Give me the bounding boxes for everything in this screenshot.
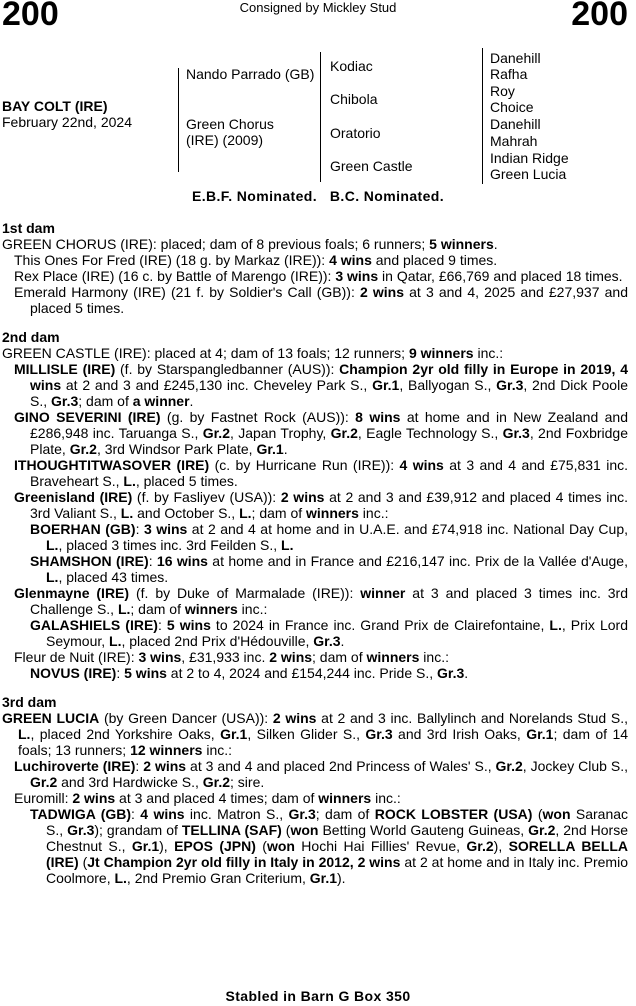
text-run: Gr.1: [220, 726, 248, 742]
text-run: Jt Champion 2yr old filly in Italy in 2012, 2 wins: [87, 854, 401, 870]
text-run: a winner: [132, 393, 190, 409]
produce-entry: [2, 758, 628, 790]
lot-number-left: 200: [2, 0, 59, 33]
text-run: ); grandam of: [94, 822, 182, 838]
text-run: 2 wins: [272, 710, 317, 726]
text-run: Emerald Harmony (IRE) (21 f. by Soldier's Call (GB)):: [14, 284, 360, 300]
text-run: GINO SEVERINI (IRE): [14, 409, 161, 425]
pedigree-gen3-4: Choice: [490, 99, 534, 115]
text-run: SORELLA BELLA (IRE): [46, 838, 628, 870]
text-run: (f. by Starspangledbanner (AUS)):: [115, 361, 340, 377]
text-run: 4 wins: [329, 252, 372, 268]
text-run: ; dam of: [130, 601, 185, 617]
text-run: at 2 and 3 and £245,130 inc. Cheveley Park S.,: [61, 377, 373, 393]
pedigree-bracket-2: [320, 52, 321, 182]
produce-entry: [2, 361, 628, 409]
text-run: inc.:: [419, 649, 449, 665]
text-run: BOERHAN (GB): [30, 521, 136, 537]
text-run: This Ones For Fred (IRE) (18 g. by Markaz (IRE)):: [14, 252, 330, 268]
text-run: inc.:: [237, 601, 268, 617]
text-run: at 3 and 4 and £75,831 inc. Braveheart S.,: [30, 457, 629, 489]
text-run: at 2 at home and in Italy inc. Premio Coolmore,: [46, 854, 628, 886]
text-run: at 2 and 4 at home and in U.A.E. and £74,918 inc. National Day Cup,: [187, 521, 628, 537]
text-run: , 2nd Horse Chestnut S.,: [46, 822, 628, 854]
text-run: Fleur de Nuit (IRE):: [14, 649, 139, 665]
pedigree-bracket-1: [178, 68, 179, 172]
text-run: (g. by Fastnet Rock (AUS)):: [160, 409, 356, 425]
text-run: inc.:: [358, 505, 389, 521]
text-run: Gr.2: [495, 758, 523, 774]
pedigree-gen3-8: Green Lucia: [490, 166, 567, 182]
text-run: Luchiroverte (IRE): [14, 758, 136, 774]
text-run: 16 wins: [156, 553, 208, 569]
produce-entry: [2, 585, 628, 617]
text-run: at home and in New Zealand and £286,948 inc. Taruanga S.,: [30, 409, 628, 441]
text-run: inc. Matron S.,: [184, 806, 289, 822]
text-run: Gr.3: [313, 633, 341, 649]
text-run: to 2024 in France inc. Grand Prix de Clairefontaine,: [210, 617, 550, 633]
text-run: SHAMSHON (IRE): [30, 553, 149, 569]
text-run: winners: [366, 649, 420, 665]
text-run: Gr.1: [131, 838, 160, 854]
text-run: Gr.2: [30, 774, 58, 790]
horse-description: BAY COLT (IRE): [2, 98, 108, 114]
text-run: Gr.3: [51, 393, 79, 409]
text-run: Gr.2: [202, 425, 230, 441]
second-produce-entry: [2, 665, 628, 681]
text-run: .: [189, 393, 194, 409]
text-run: inc.:: [371, 790, 401, 806]
text-run: , Eagle Technology S.,: [357, 425, 503, 441]
text-run: GREEN CHORUS (IRE): placed; dam of 8 previous foals; 6 runners;: [2, 236, 430, 252]
text-run: Betting World Gauteng Guineas,: [318, 822, 529, 838]
text-run: Glenmayne (IRE): [14, 585, 130, 601]
text-run: 2 wins: [143, 758, 187, 774]
text-run: Gr.3: [365, 726, 393, 742]
text-run: 8 wins: [355, 409, 401, 425]
pedigree-gen3-1: Danehill: [490, 50, 541, 66]
text-run: , placed 5 times.: [135, 473, 238, 489]
text-run: winners: [184, 601, 238, 617]
text-run: and 3rd Irish Oaks,: [392, 726, 527, 742]
second-produce-entry: [2, 617, 628, 649]
produce-entry: [2, 489, 628, 521]
text-run: (c. by Hurricane Run (IRE)):: [209, 457, 400, 473]
produce-entry: [2, 649, 628, 665]
text-run: ; dam of 14 foals; 13 runners;: [18, 726, 629, 758]
pedigree-gen3-6: Mahrah: [490, 133, 538, 149]
text-run: Gr.3: [437, 665, 465, 681]
catalogue-body: [2, 220, 628, 886]
text-run: 2 wins: [72, 790, 116, 806]
text-run: , Prix Lord Seymour,: [46, 617, 628, 649]
text-run: ; dam of: [312, 649, 367, 665]
text-run: Gr.2: [528, 822, 556, 838]
text-run: L.: [46, 537, 59, 553]
text-run: .: [493, 236, 498, 252]
text-run: (by Green Dancer (USA)):: [99, 710, 273, 726]
text-run: Hochi Hai Fillies' Revue,: [294, 838, 467, 854]
consignor: Consigned by Mickley Stud: [239, 0, 397, 15]
text-run: at home and in France and £216,147 inc. Prix de la Vallée d'Auge,: [207, 553, 628, 569]
produce-entry: [2, 268, 628, 284]
text-run: ; dam of: [78, 393, 133, 409]
text-run: at 2 to 4, 2024 and £154,244 inc. Pride S.,: [166, 665, 438, 681]
text-run: , Japan Trophy,: [229, 425, 331, 441]
text-run: and 3rd Hardwicke S.,: [57, 774, 203, 790]
text-run: and placed 9 times.: [371, 252, 498, 268]
text-run: at 3 and 4 and placed 2nd Princess of Wales' S.,: [186, 758, 496, 774]
second-produce-entry: [2, 521, 628, 553]
text-run: :: [157, 617, 167, 633]
text-run: ),: [159, 838, 175, 854]
text-run: .: [340, 633, 345, 649]
text-run: , placed 43 times.: [58, 569, 169, 585]
text-run: 3 wins: [335, 268, 379, 284]
text-run: :: [148, 553, 157, 569]
nominations: E.B.F. Nominated. B.C. Nominated.: [191, 188, 445, 204]
dam-entry: [2, 345, 628, 361]
text-run: MILLISLE (IRE): [14, 361, 116, 377]
text-run: EPOS (JPN): [174, 838, 256, 854]
pedigree-dam: Green Chorus (IRE) (2009): [186, 116, 274, 148]
text-run: .: [283, 441, 288, 457]
text-run: GREEN LUCIA: [2, 710, 100, 726]
text-run: winner: [360, 585, 406, 601]
text-run: (: [532, 806, 543, 822]
text-run: 4 wins: [399, 457, 444, 473]
text-run: L.: [281, 537, 294, 553]
text-run: .: [464, 665, 469, 681]
text-run: , £31,933 inc.: [181, 649, 270, 665]
text-run: :: [116, 665, 125, 681]
text-run: won: [266, 838, 295, 854]
pedigree-sire: Nando Parrado (GB): [186, 66, 315, 82]
text-run: Gr.1: [256, 441, 284, 457]
text-run: 3 wins: [143, 521, 188, 537]
dam-entry: [2, 236, 628, 252]
text-run: Gr.3: [67, 822, 95, 838]
produce-entry: [2, 409, 628, 457]
text-run: at 2 and 3 inc. Ballylinch and Norelands Stud S.,: [316, 710, 628, 726]
text-run: Rex Place (IRE) (16 c. by Battle of Marengo (IRE)):: [14, 268, 336, 284]
text-run: ; dam of: [251, 505, 307, 521]
text-run: 4 wins: [140, 806, 185, 822]
text-run: , placed 2nd Yorkshire Oaks,: [30, 726, 221, 742]
text-run: L.: [46, 569, 59, 585]
text-run: L.: [18, 726, 31, 742]
text-run: L.: [123, 473, 136, 489]
text-run: (: [281, 822, 291, 838]
produce-entry: [2, 252, 628, 268]
text-run: ; sire.: [230, 774, 265, 790]
pedigree-gen2-4: Green Castle: [330, 158, 413, 174]
stabling-info: Stabled in Barn G Box 350: [225, 988, 411, 1004]
text-run: , Silken Glider S.,: [247, 726, 366, 742]
text-run: , 2nd Dick Poole S.,: [30, 377, 628, 409]
pedigree-gen3-3: Roy: [490, 83, 515, 99]
text-run: (f. by Duke of Marmalade (IRE)):: [129, 585, 361, 601]
text-run: :: [131, 806, 141, 822]
text-run: Gr.3: [496, 377, 524, 393]
text-run: 5 wins: [166, 617, 211, 633]
text-run: ).: [337, 870, 346, 886]
pedigree-gen3-5: Danehill: [490, 116, 541, 132]
text-run: Gr.1: [309, 870, 338, 886]
text-run: , 2nd Foxbridge Plate,: [30, 425, 628, 457]
text-run: Gr.2: [466, 838, 494, 854]
text-run: GALASHIELS (IRE): [30, 617, 158, 633]
text-run: , Jockey Club S.,: [522, 758, 629, 774]
text-run: (f. by Fasliyev (USA)):: [132, 489, 281, 505]
pedigree-gen2-2: Chibola: [330, 91, 378, 107]
produce-entry: [2, 457, 628, 489]
text-run: Champion 2yr old filly in Europe in 2019, 4 wins: [30, 361, 628, 393]
text-run: L.: [239, 505, 252, 521]
text-run: L.: [114, 870, 127, 886]
text-run: (: [78, 854, 88, 870]
text-run: 2 wins: [359, 284, 405, 300]
text-run: ITHOUGHTITWASOVER (IRE): [14, 457, 210, 473]
pedigree-gen3-2: Rafha: [490, 66, 528, 82]
text-run: Greenisland (IRE): [14, 489, 133, 505]
pedigree-gen3-7: Indian Ridge: [490, 150, 569, 166]
second-produce-entry: [2, 806, 628, 886]
text-run: L.: [117, 601, 131, 617]
section-heading: 3rd dam: [2, 694, 57, 710]
text-run: , placed 2nd Prix d'Hédouville,: [121, 633, 314, 649]
text-run: L.: [109, 633, 122, 649]
text-run: NOVUS (IRE): [30, 665, 117, 681]
text-run: 3 wins: [138, 649, 182, 665]
text-run: 9 winners: [408, 345, 474, 361]
text-run: won: [290, 822, 319, 838]
text-run: TADWIGA (GB): [30, 806, 132, 822]
text-run: at 2 and 3 and £39,912 and placed 4 times inc. 3rd Valiant S.,: [30, 489, 628, 521]
horse-info: [2, 98, 132, 130]
text-run: 2 wins: [269, 649, 313, 665]
text-run: winners: [318, 790, 372, 806]
text-run: at 3 and placed 4 times; dam of: [115, 790, 319, 806]
text-run: :: [135, 758, 144, 774]
text-run: 12 winners: [130, 742, 203, 758]
dam-entry: [2, 710, 628, 758]
foaling-date: February 22nd, 2024: [2, 114, 132, 130]
text-run: Euromill:: [14, 790, 73, 806]
text-run: , 3rd Windsor Park Plate,: [96, 441, 257, 457]
text-run: (: [255, 838, 267, 854]
text-run: :: [135, 521, 144, 537]
text-run: 5 wins: [124, 665, 167, 681]
lot-number-right: 200: [571, 0, 628, 33]
text-run: inc.:: [202, 742, 233, 758]
text-run: Gr.1: [526, 726, 554, 742]
text-run: at 3 and placed 3 times inc. 3rd Challenge S.,: [30, 585, 629, 617]
text-run: , Ballyogan S.,: [399, 377, 497, 393]
pedigree-bracket-3: [482, 48, 483, 184]
text-run: Gr.3: [288, 806, 316, 822]
text-run: L.: [549, 617, 562, 633]
text-run: ROCK LOBSTER (USA): [374, 806, 533, 822]
text-run: Gr.2: [202, 774, 231, 790]
section-heading: 2nd dam: [2, 329, 60, 345]
second-produce-entry: [2, 553, 628, 585]
text-run: L.: [120, 505, 134, 521]
text-run: 5 winners: [429, 236, 494, 252]
text-run: at 3 and 4, 2025 and £27,937 and placed 5 times.: [30, 284, 628, 316]
produce-entry: [2, 284, 628, 316]
text-run: inc.:: [473, 345, 504, 361]
text-run: Saranac S.,: [46, 806, 629, 838]
pedigree-gen2-1: Kodiac: [330, 58, 373, 74]
text-run: 2 wins: [280, 489, 325, 505]
text-run: TELLINA (SAF): [181, 822, 282, 838]
text-run: and October S.,: [133, 505, 240, 521]
text-run: Gr.1: [372, 377, 400, 393]
text-run: won: [542, 806, 571, 822]
produce-entry: [2, 790, 628, 806]
text-run: , placed 3 times inc. 3rd Feilden S.,: [58, 537, 282, 553]
text-run: ; dam of: [315, 806, 375, 822]
text-run: winners: [306, 505, 359, 521]
section-heading: 1st dam: [2, 220, 55, 236]
text-run: in Qatar, £66,769 and placed 18 times.: [378, 268, 623, 284]
text-run: Gr.2: [69, 441, 97, 457]
text-run: Gr.2: [330, 425, 358, 441]
text-run: Gr.3: [502, 425, 530, 441]
text-run: ),: [493, 838, 509, 854]
text-run: , 2nd Premio Gran Criterium,: [126, 870, 310, 886]
text-run: GREEN CASTLE (IRE): placed at 4; dam of 13 foals; 12 runners;: [2, 345, 409, 361]
pedigree-gen2-3: Oratorio: [330, 125, 381, 141]
